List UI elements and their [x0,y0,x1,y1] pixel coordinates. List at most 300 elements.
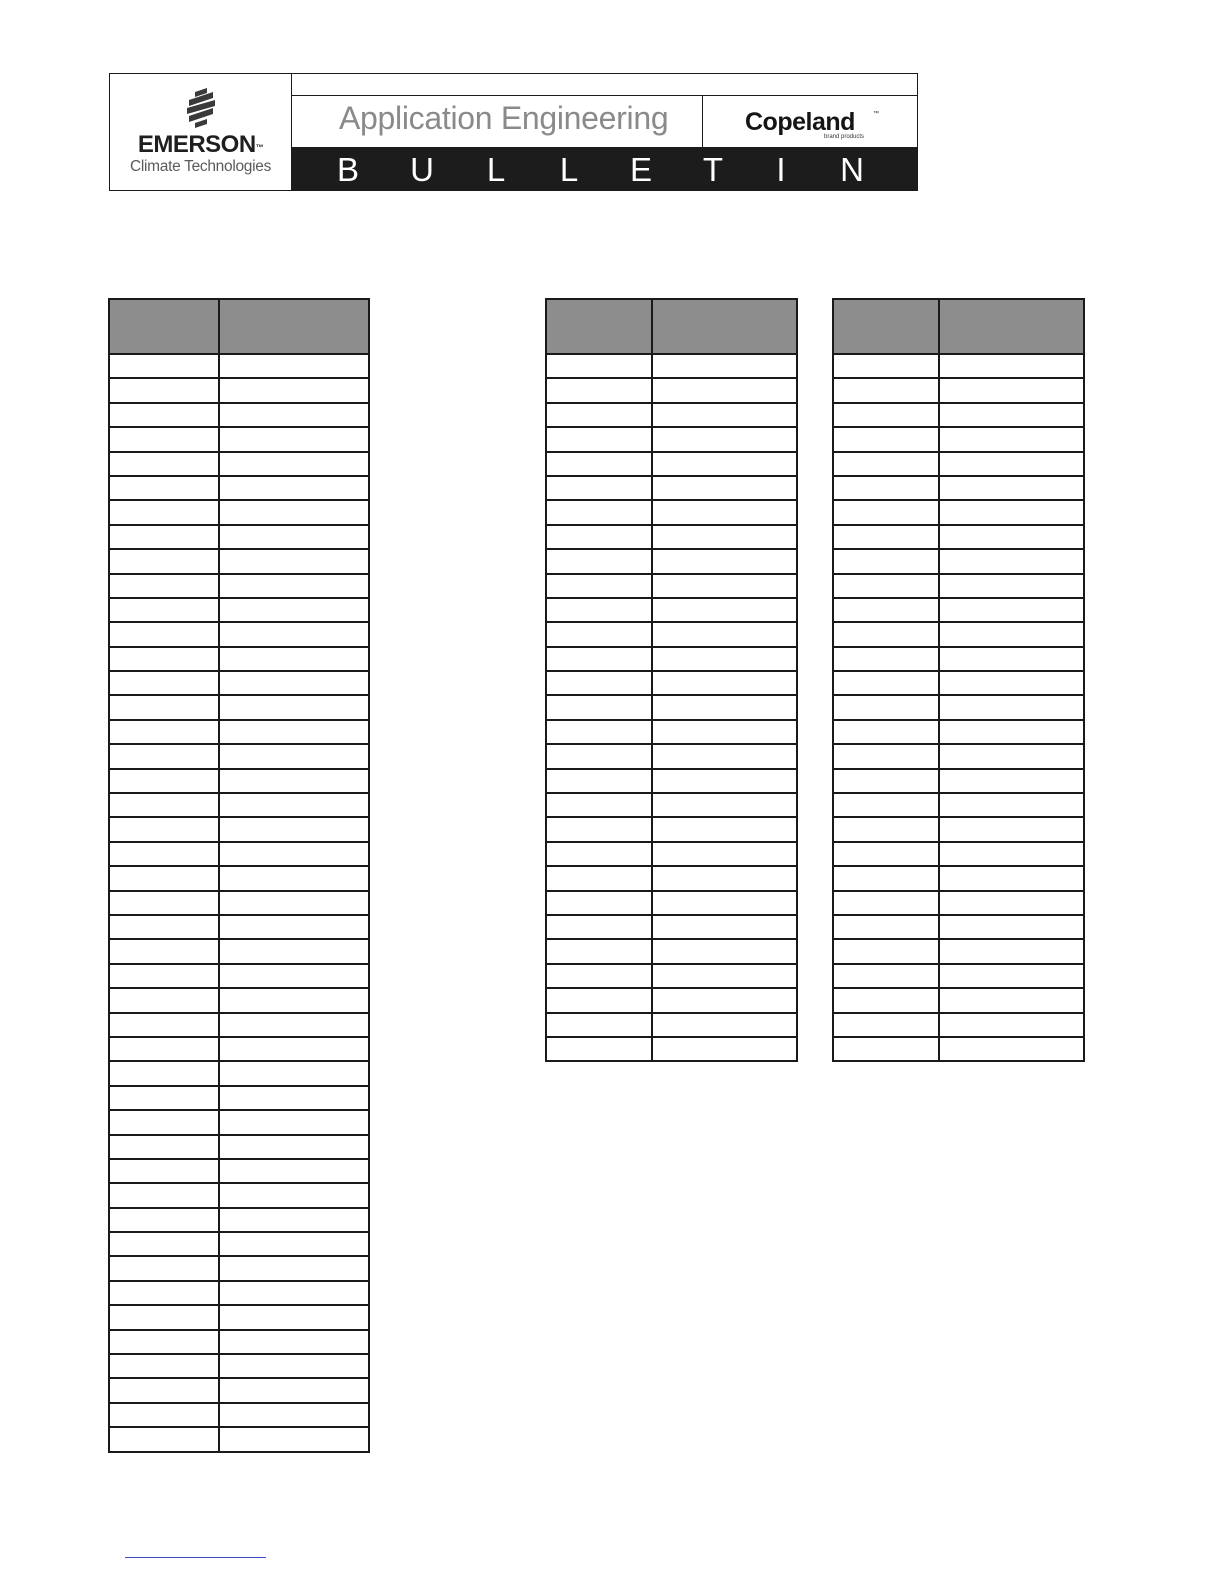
table-cell [652,695,797,719]
table-row [109,1037,369,1061]
table-cell [109,793,219,817]
table-cell [219,403,369,427]
table-row [546,939,797,963]
table-cell [652,891,797,915]
table-row [109,744,369,768]
table-row [833,988,1084,1012]
table-cell [652,793,797,817]
header-top-strip [292,74,917,96]
table-cell [939,378,1084,402]
table-cell [219,1232,369,1256]
table-cell [833,964,939,988]
bulletin-bar [292,147,917,190]
table-cell [833,549,939,573]
table-row [546,598,797,622]
table-cell [546,427,652,451]
table-cell [833,915,939,939]
table-cell [219,866,369,890]
table-cell [652,476,797,500]
table-row [109,476,369,500]
table-row [109,452,369,476]
table-cell [833,793,939,817]
table-cell [652,817,797,841]
bulletin-letter: T [702,151,724,188]
table-cell [219,891,369,915]
table-row [546,1037,797,1061]
table-cell [219,1330,369,1354]
table-row [109,671,369,695]
table-row [109,1427,369,1451]
table-cell [219,647,369,671]
table-row [109,500,369,524]
table-row [109,1086,369,1110]
table-cell [939,525,1084,549]
table-cell [652,939,797,963]
table-cell [109,744,219,768]
brand-subtitle: Climate Technologies [129,158,272,175]
table-cell [109,525,219,549]
table-row [833,891,1084,915]
table-row [546,403,797,427]
table-cell [219,915,369,939]
table-cell [109,891,219,915]
table-cell [652,598,797,622]
table-cell [652,671,797,695]
table-cell [219,1305,369,1329]
table-cell [109,1110,219,1134]
table-cell [652,720,797,744]
table-row [109,1232,369,1256]
bulletin-letter: U [410,151,434,188]
table-row [833,574,1084,598]
table-cell [219,1037,369,1061]
table-row [109,793,369,817]
table-header-cell [109,299,219,354]
table-cell [219,622,369,646]
table-row [109,1013,369,1037]
table-cell [939,915,1084,939]
table-header-cell [833,299,939,354]
table-cell [109,1183,219,1207]
table-row [109,769,369,793]
table-cell [219,1061,369,1085]
table-cell [939,964,1084,988]
table-row [109,720,369,744]
table-row [109,622,369,646]
table-cell [833,598,939,622]
table-cell [219,842,369,866]
table-header-cell [939,299,1084,354]
section-title-box [292,96,703,148]
table-row [546,549,797,573]
table-right [832,298,1085,1062]
table-cell [652,842,797,866]
table-cell [939,574,1084,598]
emerson-emblem-icon [181,88,221,130]
table-row [109,817,369,841]
table-cell [833,769,939,793]
table-cell [939,549,1084,573]
table-cell [109,1305,219,1329]
table-cell [109,1159,219,1183]
table-cell [833,1013,939,1037]
table-cell [219,695,369,719]
table-row [546,574,797,598]
table-cell [833,842,939,866]
table-row [546,744,797,768]
table-cell [546,988,652,1012]
table-row [833,378,1084,402]
table-cell [219,1013,369,1037]
table-row [833,354,1084,378]
table-cell [219,1135,369,1159]
table-row [833,427,1084,451]
table-cell [109,598,219,622]
table-cell [939,598,1084,622]
table-cell [833,500,939,524]
table-row [833,525,1084,549]
table-cell [109,378,219,402]
table-cell [546,525,652,549]
table-cell [939,1013,1084,1037]
table-cell [219,378,369,402]
table-cell [109,574,219,598]
table-cell [219,427,369,451]
table-cell [546,744,652,768]
table-row [109,1110,369,1134]
table-row [109,403,369,427]
table-cell [546,354,652,378]
table-cell [833,939,939,963]
table-cell [652,500,797,524]
table-cell [109,622,219,646]
table-cell [219,1183,369,1207]
table-row [546,793,797,817]
table-cell [939,354,1084,378]
table-cell [546,695,652,719]
table-cell [652,744,797,768]
table-row [109,939,369,963]
table-row [833,452,1084,476]
table-header-cell [546,299,652,354]
table-row [546,769,797,793]
table-cell [833,354,939,378]
table-cell [219,964,369,988]
table-cell [219,1281,369,1305]
table-row [109,1208,369,1232]
table-cell [939,939,1084,963]
table-cell [109,720,219,744]
table-row [546,647,797,671]
table-row [546,695,797,719]
table-row [109,964,369,988]
table-cell [652,866,797,890]
table-row [833,622,1084,646]
table-row [546,452,797,476]
table-cell [219,1378,369,1402]
copeland-brand-sub: brand products [824,134,865,140]
table-cell [546,671,652,695]
table-cell [546,647,652,671]
table-cell [833,891,939,915]
table-cell [939,622,1084,646]
table-header-cell [652,299,797,354]
table-cell [219,1403,369,1427]
table-row [546,866,797,890]
table-row [546,720,797,744]
bulletin-header-banner [109,73,918,191]
table-row [546,1013,797,1037]
table-row [109,598,369,622]
table-cell [219,793,369,817]
table-cell [652,574,797,598]
table-cell [109,842,219,866]
table-cell [833,988,939,1012]
table-header-row [109,299,369,354]
table-cell [546,403,652,427]
table-cell [833,427,939,451]
table-middle [545,298,798,1062]
table-row [833,549,1084,573]
bulletin-letter: E [629,151,652,188]
table-cell [546,842,652,866]
table-cell [109,1086,219,1110]
table-cell [546,793,652,817]
table-row [109,427,369,451]
table-cell [652,403,797,427]
table-row [546,964,797,988]
table-row [833,793,1084,817]
table-row [833,695,1084,719]
table-cell [546,549,652,573]
table-cell [109,452,219,476]
table-cell [109,817,219,841]
table-row [833,720,1084,744]
table-row [109,842,369,866]
table-row [546,354,797,378]
table-cell [546,891,652,915]
table-cell [652,622,797,646]
table-row [109,1159,369,1183]
table-cell [219,1256,369,1280]
table-row [109,1061,369,1085]
table-cell [833,866,939,890]
table-cell [652,525,797,549]
table-cell [109,1037,219,1061]
table-cell [939,500,1084,524]
table-row [546,671,797,695]
table-cell [109,964,219,988]
copeland-logo-box [703,96,917,148]
table-row [546,891,797,915]
table-cell [652,1013,797,1037]
bulletin-letter: B [336,151,359,188]
table-cell [109,1135,219,1159]
table-cell [219,769,369,793]
table-cell [652,964,797,988]
table-cell [546,939,652,963]
table-cell [109,1208,219,1232]
table-cell [109,1427,219,1451]
table-cell [219,1110,369,1134]
table-cell [546,964,652,988]
table-cell [833,476,939,500]
table-cell [109,427,219,451]
bulletin-letter: L [559,151,579,188]
table-row [546,525,797,549]
table-cell [219,671,369,695]
table-cell [546,720,652,744]
table-cell [109,500,219,524]
table-row [833,403,1084,427]
table-cell [219,939,369,963]
table-cell [219,720,369,744]
table-row [833,769,1084,793]
table-cell [219,744,369,768]
table-header-cell [219,299,369,354]
table-row [833,866,1084,890]
bulletin-letter: N [840,151,864,188]
copeland-brand-name: Copeland [745,108,855,136]
table-row [109,866,369,890]
table-cell [939,476,1084,500]
table-cell [219,500,369,524]
table-cell [833,695,939,719]
table-cell [652,354,797,378]
footer-link-underline[interactable] [125,1557,266,1558]
table-cell [833,525,939,549]
table-row [109,988,369,1012]
table-left [108,298,370,1453]
table-row [546,427,797,451]
table-cell [939,769,1084,793]
table-row [546,378,797,402]
table-cell [219,1208,369,1232]
table-header-row [546,299,797,354]
table-cell [939,842,1084,866]
table-row [109,378,369,402]
table-row [109,1183,369,1207]
table-row [109,695,369,719]
table-row [833,915,1084,939]
table-cell [219,476,369,500]
table-cell [546,915,652,939]
table-cell [219,574,369,598]
table-row [833,964,1084,988]
table-cell [109,866,219,890]
table-cell [546,574,652,598]
table-cell [109,549,219,573]
bulletin-letter: I [776,151,786,188]
table-cell [833,452,939,476]
table-cell [219,598,369,622]
table-row [109,354,369,378]
table-cell [652,549,797,573]
table-cell [652,988,797,1012]
table-row [833,476,1084,500]
table-row [109,1305,369,1329]
table-row [109,1256,369,1280]
table-row [546,988,797,1012]
table-row [109,549,369,573]
table-cell [833,403,939,427]
table-row [109,647,369,671]
emerson-logo-box [110,74,292,190]
table-cell [109,939,219,963]
table-cell [109,671,219,695]
table-cell [939,866,1084,890]
table-cell [546,476,652,500]
table-cell [109,647,219,671]
table-row [109,1281,369,1305]
table-cell [109,988,219,1012]
table-row [546,622,797,646]
table-cell [939,403,1084,427]
table-cell [939,647,1084,671]
table-cell [546,452,652,476]
table-cell [109,403,219,427]
table-cell [652,769,797,793]
table-cell [939,671,1084,695]
table-cell [546,1037,652,1061]
table-cell [109,769,219,793]
table-row [109,1330,369,1354]
table-cell [219,817,369,841]
table-cell [109,695,219,719]
table-cell [833,744,939,768]
table-row [109,1135,369,1159]
table-row [833,500,1084,524]
table-cell [109,354,219,378]
table-cell [939,793,1084,817]
table-cell [109,476,219,500]
table-cell [546,866,652,890]
table-cell [833,574,939,598]
table-row [833,671,1084,695]
table-cell [546,378,652,402]
table-cell [652,452,797,476]
table-cell [652,647,797,671]
table-cell [546,1013,652,1037]
table-cell [546,622,652,646]
table-cell [109,1256,219,1280]
emerson-brand-name: EMERSON™ [137,131,264,158]
table-cell [833,720,939,744]
table-cell [109,1232,219,1256]
table-cell [219,988,369,1012]
table-cell [833,1037,939,1061]
table-row [833,1013,1084,1037]
copeland-tm: ™ [873,111,879,117]
table-cell [109,1378,219,1402]
table-cell [219,1159,369,1183]
table-row [546,915,797,939]
table-cell [833,817,939,841]
table-row [109,1403,369,1427]
table-cell [939,744,1084,768]
table-row [109,1378,369,1402]
table-cell [939,720,1084,744]
table-row [833,817,1084,841]
table-row [833,939,1084,963]
table-row [833,744,1084,768]
table-cell [219,452,369,476]
table-row [833,598,1084,622]
table-cell [219,1354,369,1378]
table-cell [109,915,219,939]
table-row [546,817,797,841]
table-cell [546,769,652,793]
